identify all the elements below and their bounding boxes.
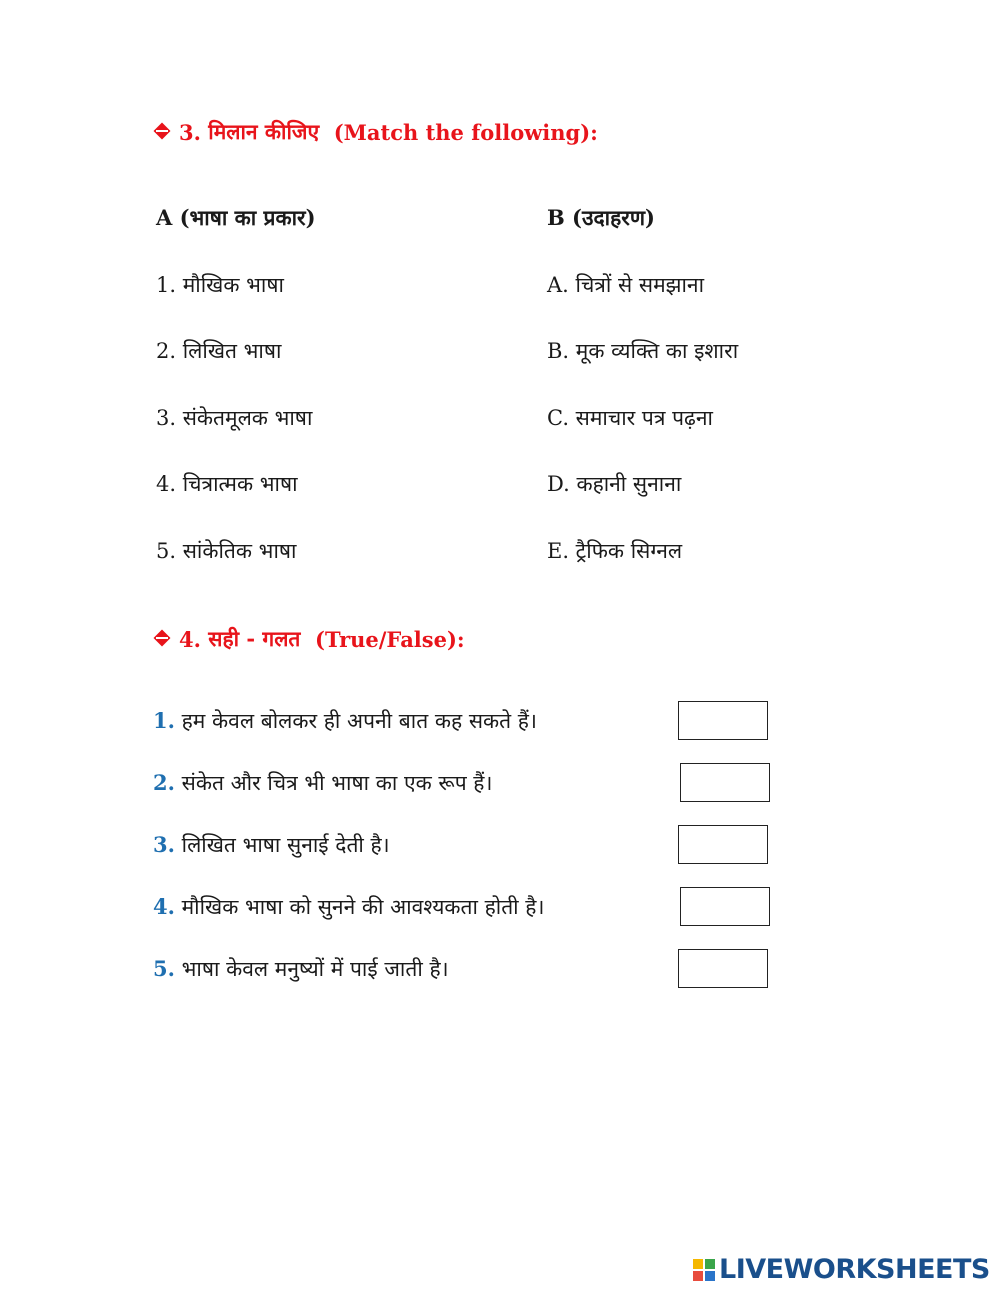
match-item-a-3: 3. संकेतमूलक भाषा — [156, 406, 313, 430]
tf-question-4 — [153, 893, 544, 921]
section-3-title: मिलान कीजिए — [208, 119, 320, 144]
column-a-header: A (भाषा का प्रकार) — [156, 205, 316, 230]
question-number: 4. — [153, 894, 175, 919]
question-number: 5. — [153, 956, 175, 981]
brand-name: LIVEWORKSHEETS — [719, 1254, 990, 1285]
match-item-a-1: 1. मौखिक भाषा — [156, 273, 284, 297]
match-item-b-1: A. चित्रों से समझाना — [547, 273, 705, 297]
match-item-a-4: 4. चित्रात्मक भाषा — [156, 472, 298, 496]
tf-question-2 — [153, 769, 492, 797]
match-item-b-2: B. मूक व्यक्ति का इशारा — [547, 339, 739, 363]
section-3-heading — [156, 118, 598, 146]
match-item-b-4: D. कहानी सुनाना — [547, 472, 682, 496]
match-item-b-5: E. ट्रैफिक सिग्नल — [547, 539, 683, 563]
answer-box-1[interactable] — [678, 701, 768, 740]
liveworksheets-logo-icon — [693, 1259, 715, 1281]
answer-box-3[interactable] — [678, 825, 768, 864]
section-3-subtitle: (Match the following): — [333, 119, 598, 145]
section-4-number: 4. — [179, 626, 201, 652]
answer-box-2[interactable] — [680, 763, 770, 802]
section-4-subtitle: (True/False): — [315, 626, 465, 652]
question-number: 3. — [153, 832, 175, 857]
question-text: मौखिक भाषा को सुनने की आवश्यकता होती है। — [181, 895, 545, 919]
match-item-b-3: C. समाचार पत्र पढ़ना — [547, 406, 713, 430]
question-text: भाषा केवल मनुष्यों में पाई जाती है। — [181, 957, 449, 981]
section-3-number: 3. — [179, 119, 201, 145]
tf-question-5 — [153, 955, 449, 983]
diamond-bullet-icon — [154, 123, 171, 140]
tf-question-1 — [153, 707, 537, 735]
question-number: 1. — [153, 708, 175, 733]
tf-question-3 — [153, 831, 390, 859]
match-item-a-5: 5. सांकेतिक भाषा — [156, 539, 297, 563]
answer-box-4[interactable] — [680, 887, 770, 926]
question-text: लिखित भाषा सुनाई देती है। — [181, 833, 390, 857]
column-b-header: B (उदाहरण) — [547, 205, 655, 230]
liveworksheets-logo — [693, 1254, 990, 1285]
section-4-heading — [156, 625, 465, 653]
question-number: 2. — [153, 770, 175, 795]
section-4-title: सही - गलत — [208, 626, 301, 651]
match-item-a-2: 2. लिखित भाषा — [156, 339, 282, 363]
diamond-bullet-icon — [154, 630, 171, 647]
question-text: संकेत और चित्र भी भाषा का एक रूप हैं। — [181, 771, 493, 795]
answer-box-5[interactable] — [678, 949, 768, 988]
question-text: हम केवल बोलकर ही अपनी बात कह सकते हैं। — [181, 709, 537, 733]
